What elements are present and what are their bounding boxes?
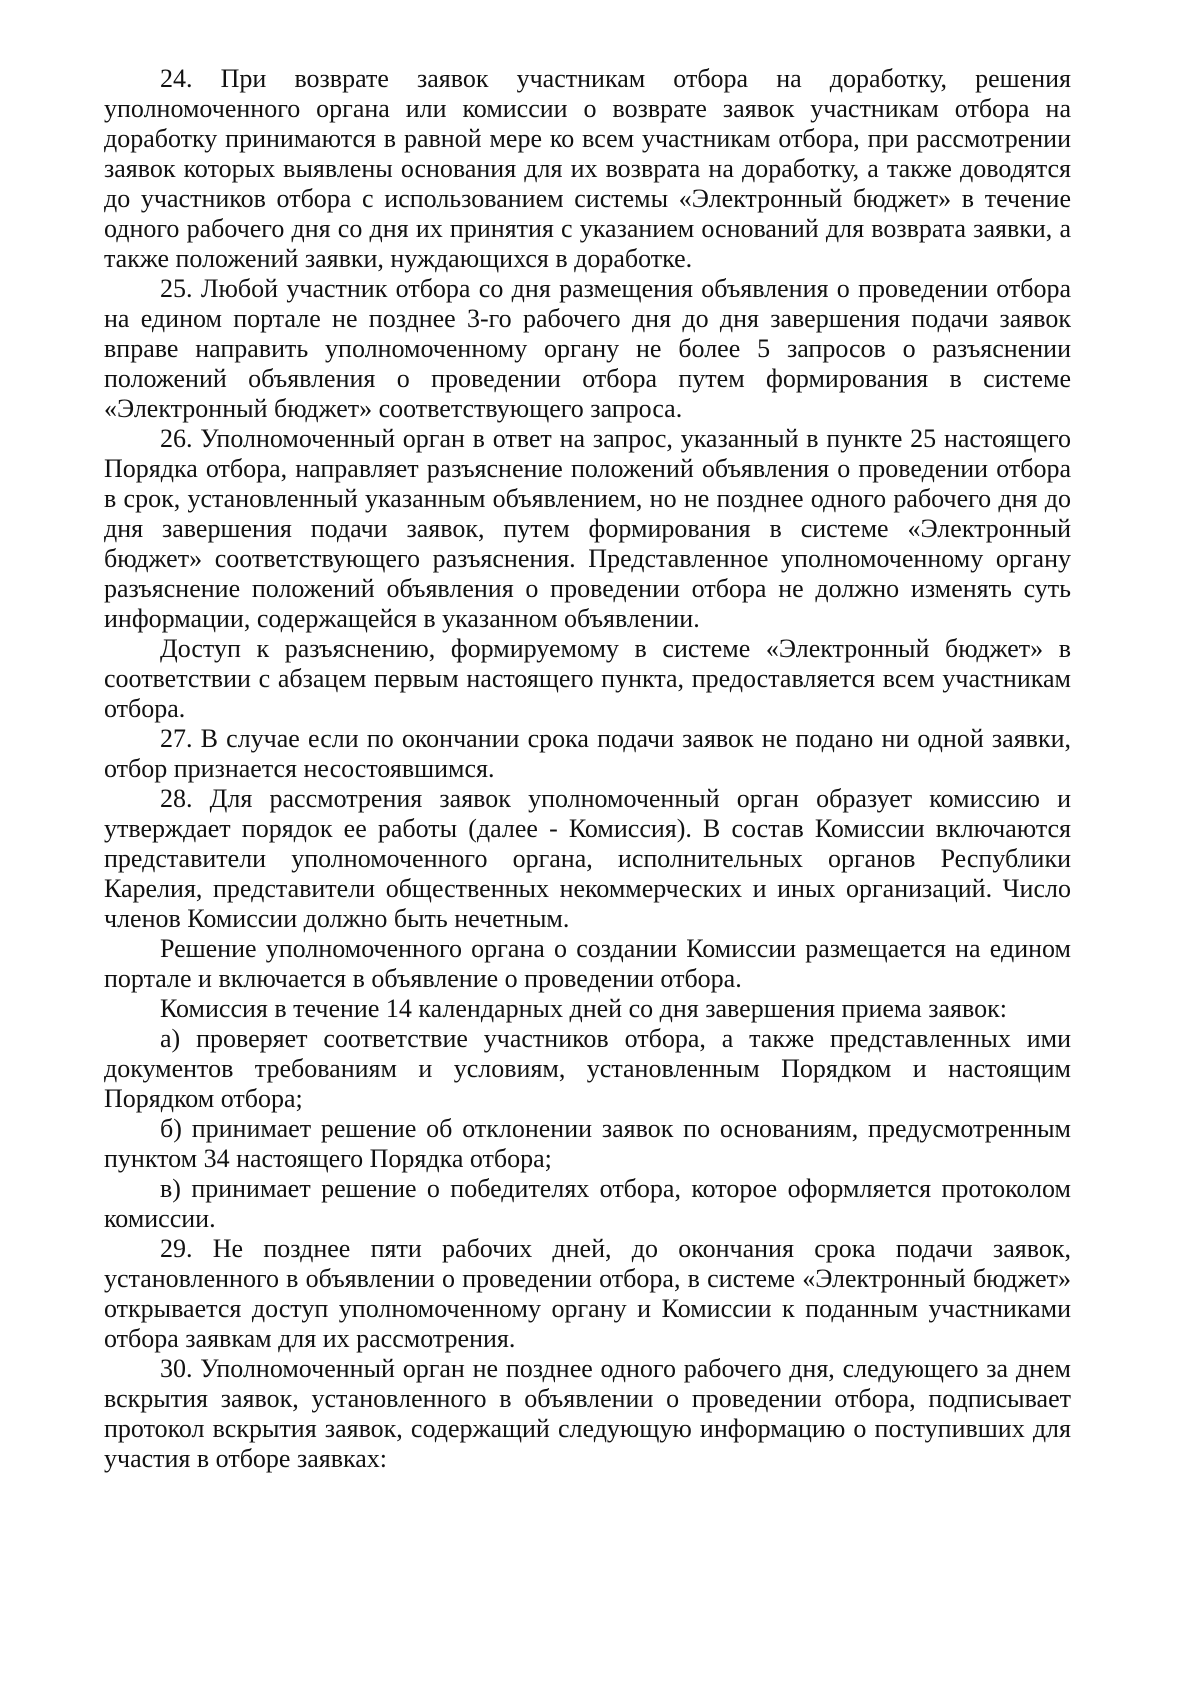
document-page bbox=[104, 64, 1071, 1474]
paragraph-28-commission: Комиссия в течение 14 календарных дней со дня завершения приема заявок: bbox=[160, 994, 1007, 1023]
list-item-b: б) принимает решение об отклонении заявок по основаниям, предусмотренным пунктом 34 настоящего Порядка отбора; bbox=[104, 1114, 1071, 1173]
list-item-a: а) проверяет соответствие участников отбора, а также представленных ими документов требованиям и условиям, установленным Порядком и настоящим Порядком отбора; bbox=[104, 1024, 1071, 1113]
paragraph-27: 27. В случае если по окончании срока подачи заявок не подано ни одной заявки, отбор признается несостоявшимся. bbox=[104, 724, 1071, 783]
paragraph-24: 24. При возврате заявок участникам отбора на доработку, решения уполномоченного органа или комиссии о возврате заявок участникам отбора на доработку принимаются в равной мере ко всем участникам отбора, при рассмотрении заявок которых выявлены основания для их возврата на доработку, а также доводятся до участников отбора с использованием системы «Электронный бюджет» в течение одного рабочего дня со дня их принятия с указанием оснований для возврата заявки, а также положений заявки, нуждающихся в доработке. bbox=[104, 64, 1071, 273]
paragraph-25: 25. Любой участник отбора со дня размещения объявления о проведении отбора на едином портале не позднее 3-го рабочего дня до дня завершения подачи заявок вправе направить уполномоченному органу не более 5 запросов о разъяснении положений объявления о проведении отбора путем формирования в системе «Электронный бюджет» соответствующего запроса. bbox=[104, 274, 1071, 423]
list-item-v: в) принимает решение о победителях отбора, которое оформляется протоколом комиссии. bbox=[104, 1174, 1071, 1233]
paragraph-26: 26. Уполномоченный орган в ответ на запрос, указанный в пункте 25 настоящего Порядка отбора, направляет разъяснение положений объявления о проведении отбора в срок, установленный указанным объявлением, но не позднее одного рабочего дня до дня завершения подачи заявок, путем формирования в системе «Электронный бюджет» соответствующего разъяснения. Представленное уполномоченному органу разъяснение положений объявления о проведении отбора не должно изменять суть информации, содержащейся в указанном объявлении. bbox=[104, 424, 1071, 633]
paragraph-29: 29. Не позднее пяти рабочих дней, до окончания срока подачи заявок, установленного в объявлении о проведении отбора, в системе «Электронный бюджет» открывается доступ уполномоченному органу и Комиссии к поданным участниками отбора заявкам для их рассмотрения. bbox=[104, 1234, 1071, 1353]
paragraph-28-decision: Решение уполномоченного органа о создании Комиссии размещается на едином портале и включается в объявление о проведении отбора. bbox=[104, 934, 1071, 993]
paragraph-28: 28. Для рассмотрения заявок уполномоченный орган образует комиссию и утверждает порядок ее работы (далее - Комиссия). В состав Комиссии включаются представители уполномоченного органа, исполнительных органов Республики Карелия, представители общественных некоммерческих и иных организаций. Число членов Комиссии должно быть нечетным. bbox=[104, 784, 1071, 933]
paragraph-30: 30. Уполномоченный орган не позднее одного рабочего дня, следующего за днем вскрытия заявок, установленного в объявлении о проведении отбора, подписывает протокол вскрытия заявок, содержащий следующую информацию о поступивших для участия в отборе заявках: bbox=[104, 1354, 1071, 1473]
paragraph-26-access: Доступ к разъяснению, формируемому в системе «Электронный бюджет» в соответствии с абзацем первым настоящего пункта, предоставляется всем участникам отбора. bbox=[104, 634, 1071, 723]
